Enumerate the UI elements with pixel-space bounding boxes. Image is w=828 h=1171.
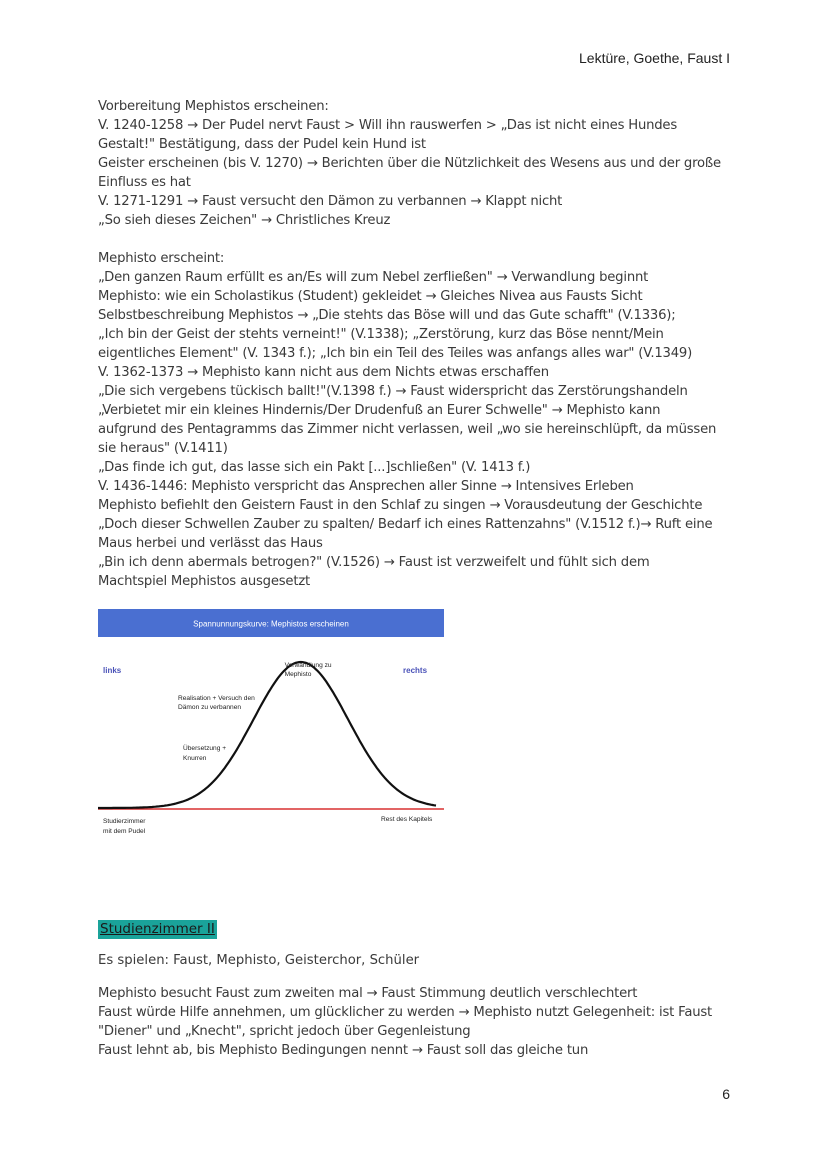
text-line: Faust würde Hilfe annehmen, um glücklicher zu werden → Mephisto nutzt Gelegenheit: ist Faust: [98, 1005, 712, 1020]
text-line: Mephisto befiehlt den Geistern Faust in den Schlaf zu singen → Vorausdeutung der Geschichte: [98, 498, 703, 513]
text-line: Einfluss es hat: [98, 175, 191, 190]
text-line: Faust lehnt ab, bis Mephisto Bedingungen nennt → Faust soll das gleiche tun: [98, 1043, 589, 1058]
cast-line: Es spielen: Faust, Mephisto, Geisterchor, Schüler: [98, 953, 420, 968]
text-line: „So sieh dieses Zeichen" → Christliches Kreuz: [98, 213, 391, 228]
notes-block-1: [98, 97, 738, 591]
text-line: Mephisto besucht Faust zum zweiten mal → Faust Stimmung deutlich verschlechtert: [98, 986, 638, 1001]
page-number: 6: [722, 1086, 730, 1102]
chart-title: Spannunnungskurve: Mephistos erscheinen: [193, 619, 349, 629]
tension-curve-chart: [98, 609, 444, 839]
text-line: Mephisto erscheint:: [98, 251, 225, 266]
chart-peak-label: [285, 662, 334, 678]
start-label-line: mit dem Pudel: [103, 828, 146, 835]
text-line: V. 1362-1373 → Mephisto kann nicht aus dem Nichts etwas erschaffen: [98, 365, 549, 380]
start-label-line: Studierzimmer: [103, 818, 146, 825]
text-line: eigentliches Element" (V. 1343 f.); „Ich bin ein Teil des Teiles was anfangs alles war" (V.1349): [98, 346, 693, 361]
tension-curve-svg: [98, 609, 444, 839]
chart-start-label: [103, 818, 147, 835]
chart-low-label: [183, 744, 228, 762]
text-line: V. 1240-1258 → Der Pudel nervt Faust > Will ihn rauswerfen > „Das ist nicht eines Hundes: [98, 118, 678, 133]
document-header: Lektüre, Goethe, Faust I: [579, 50, 730, 66]
text-line: „Doch dieser Schwellen Zauber zu spalten/ Bedarf ich eines Rattenzahns" (V.1512 f.)→ Ruft eine: [98, 517, 713, 532]
text-line: „Ich bin der Geist der stehts verneint!" (V.1338); „Zerstörung, kurz das Böse nennt/Mein: [98, 327, 664, 342]
text-line: „Den ganzen Raum erfüllt es an/Es will zum Nebel zerfließen" → Verwandlung beginnt: [98, 270, 649, 285]
text-line: „Bin ich denn abermals betrogen?" (V.1526) → Faust ist verzweifelt und fühlt sich dem: [98, 555, 650, 570]
text-line: Mephisto: wie ein Scholastikus (Student) gekleidet → Gleiches Nivea aus Fausts Sicht: [98, 289, 643, 304]
chart-left-label: links: [103, 666, 122, 675]
text-line: Vorbereitung Mephistos erscheinen:: [98, 99, 329, 114]
text-line: sie heraus" (V.1411): [98, 441, 228, 456]
text-line: Machtspiel Mephistos ausgesetzt: [98, 574, 311, 589]
low-label-line: Übersetzung +: [183, 745, 227, 752]
text-line: Selbstbeschreibung Mephistos → „Die stehts das Böse will und das Gute schafft" (V.1336);: [98, 308, 676, 323]
text-line: Maus herbei und verlässt das Haus: [98, 536, 323, 551]
mid-label-line: Dämon zu verbannen: [178, 704, 242, 711]
text-line: Geister erscheinen (bis V. 1270) → Berichten über die Nützlichkeit des Wesens aus und der große: [98, 156, 721, 171]
chart-right-label: rechts: [403, 666, 428, 675]
text-line: V. 1271-1291 → Faust versucht den Dämon zu verbannen → Klappt nicht: [98, 194, 563, 209]
low-label-line: Knurren: [183, 755, 207, 762]
text-line: „Das finde ich gut, das lasse sich ein Pakt [...]schließen" (V. 1413 f.): [98, 460, 531, 475]
section-heading: Studienzimmer II: [100, 921, 215, 937]
notes-block-2: [98, 984, 738, 1060]
tension-curve-line: [98, 662, 436, 808]
text-line: „Verbietet mir ein kleines Hindernis/Der Drudenfuß an Eurer Schwelle" → Mephisto kann: [98, 403, 661, 418]
mid-label-line: Realisation + Versuch den: [178, 695, 255, 702]
text-line: V. 1436-1446: Mephisto verspricht das Ansprechen aller Sinne → Intensives Erleben: [98, 479, 634, 494]
text-line: „Die sich vergebens tückisch ballt!"(V.1398 f.) → Faust widerspricht das Zerstörungshandeln: [98, 384, 688, 399]
text-line: aufgrund des Pentagramms das Zimmer nicht verlassen, weil „wo sie hereinschlüpft, da müssen: [98, 422, 717, 437]
chart-end-label: Rest des Kapitels: [381, 816, 433, 823]
text-line: "Diener" und „Knecht", spricht jedoch über Gegenleistung: [98, 1024, 471, 1039]
text-line: Gestalt!" Bestätigung, dass der Pudel kein Hund ist: [98, 137, 426, 152]
peak-label-line: Mephisto: [284, 671, 312, 678]
peak-label-line: Verwandlung zu: [284, 662, 332, 669]
chart-mid-label: [178, 695, 257, 711]
